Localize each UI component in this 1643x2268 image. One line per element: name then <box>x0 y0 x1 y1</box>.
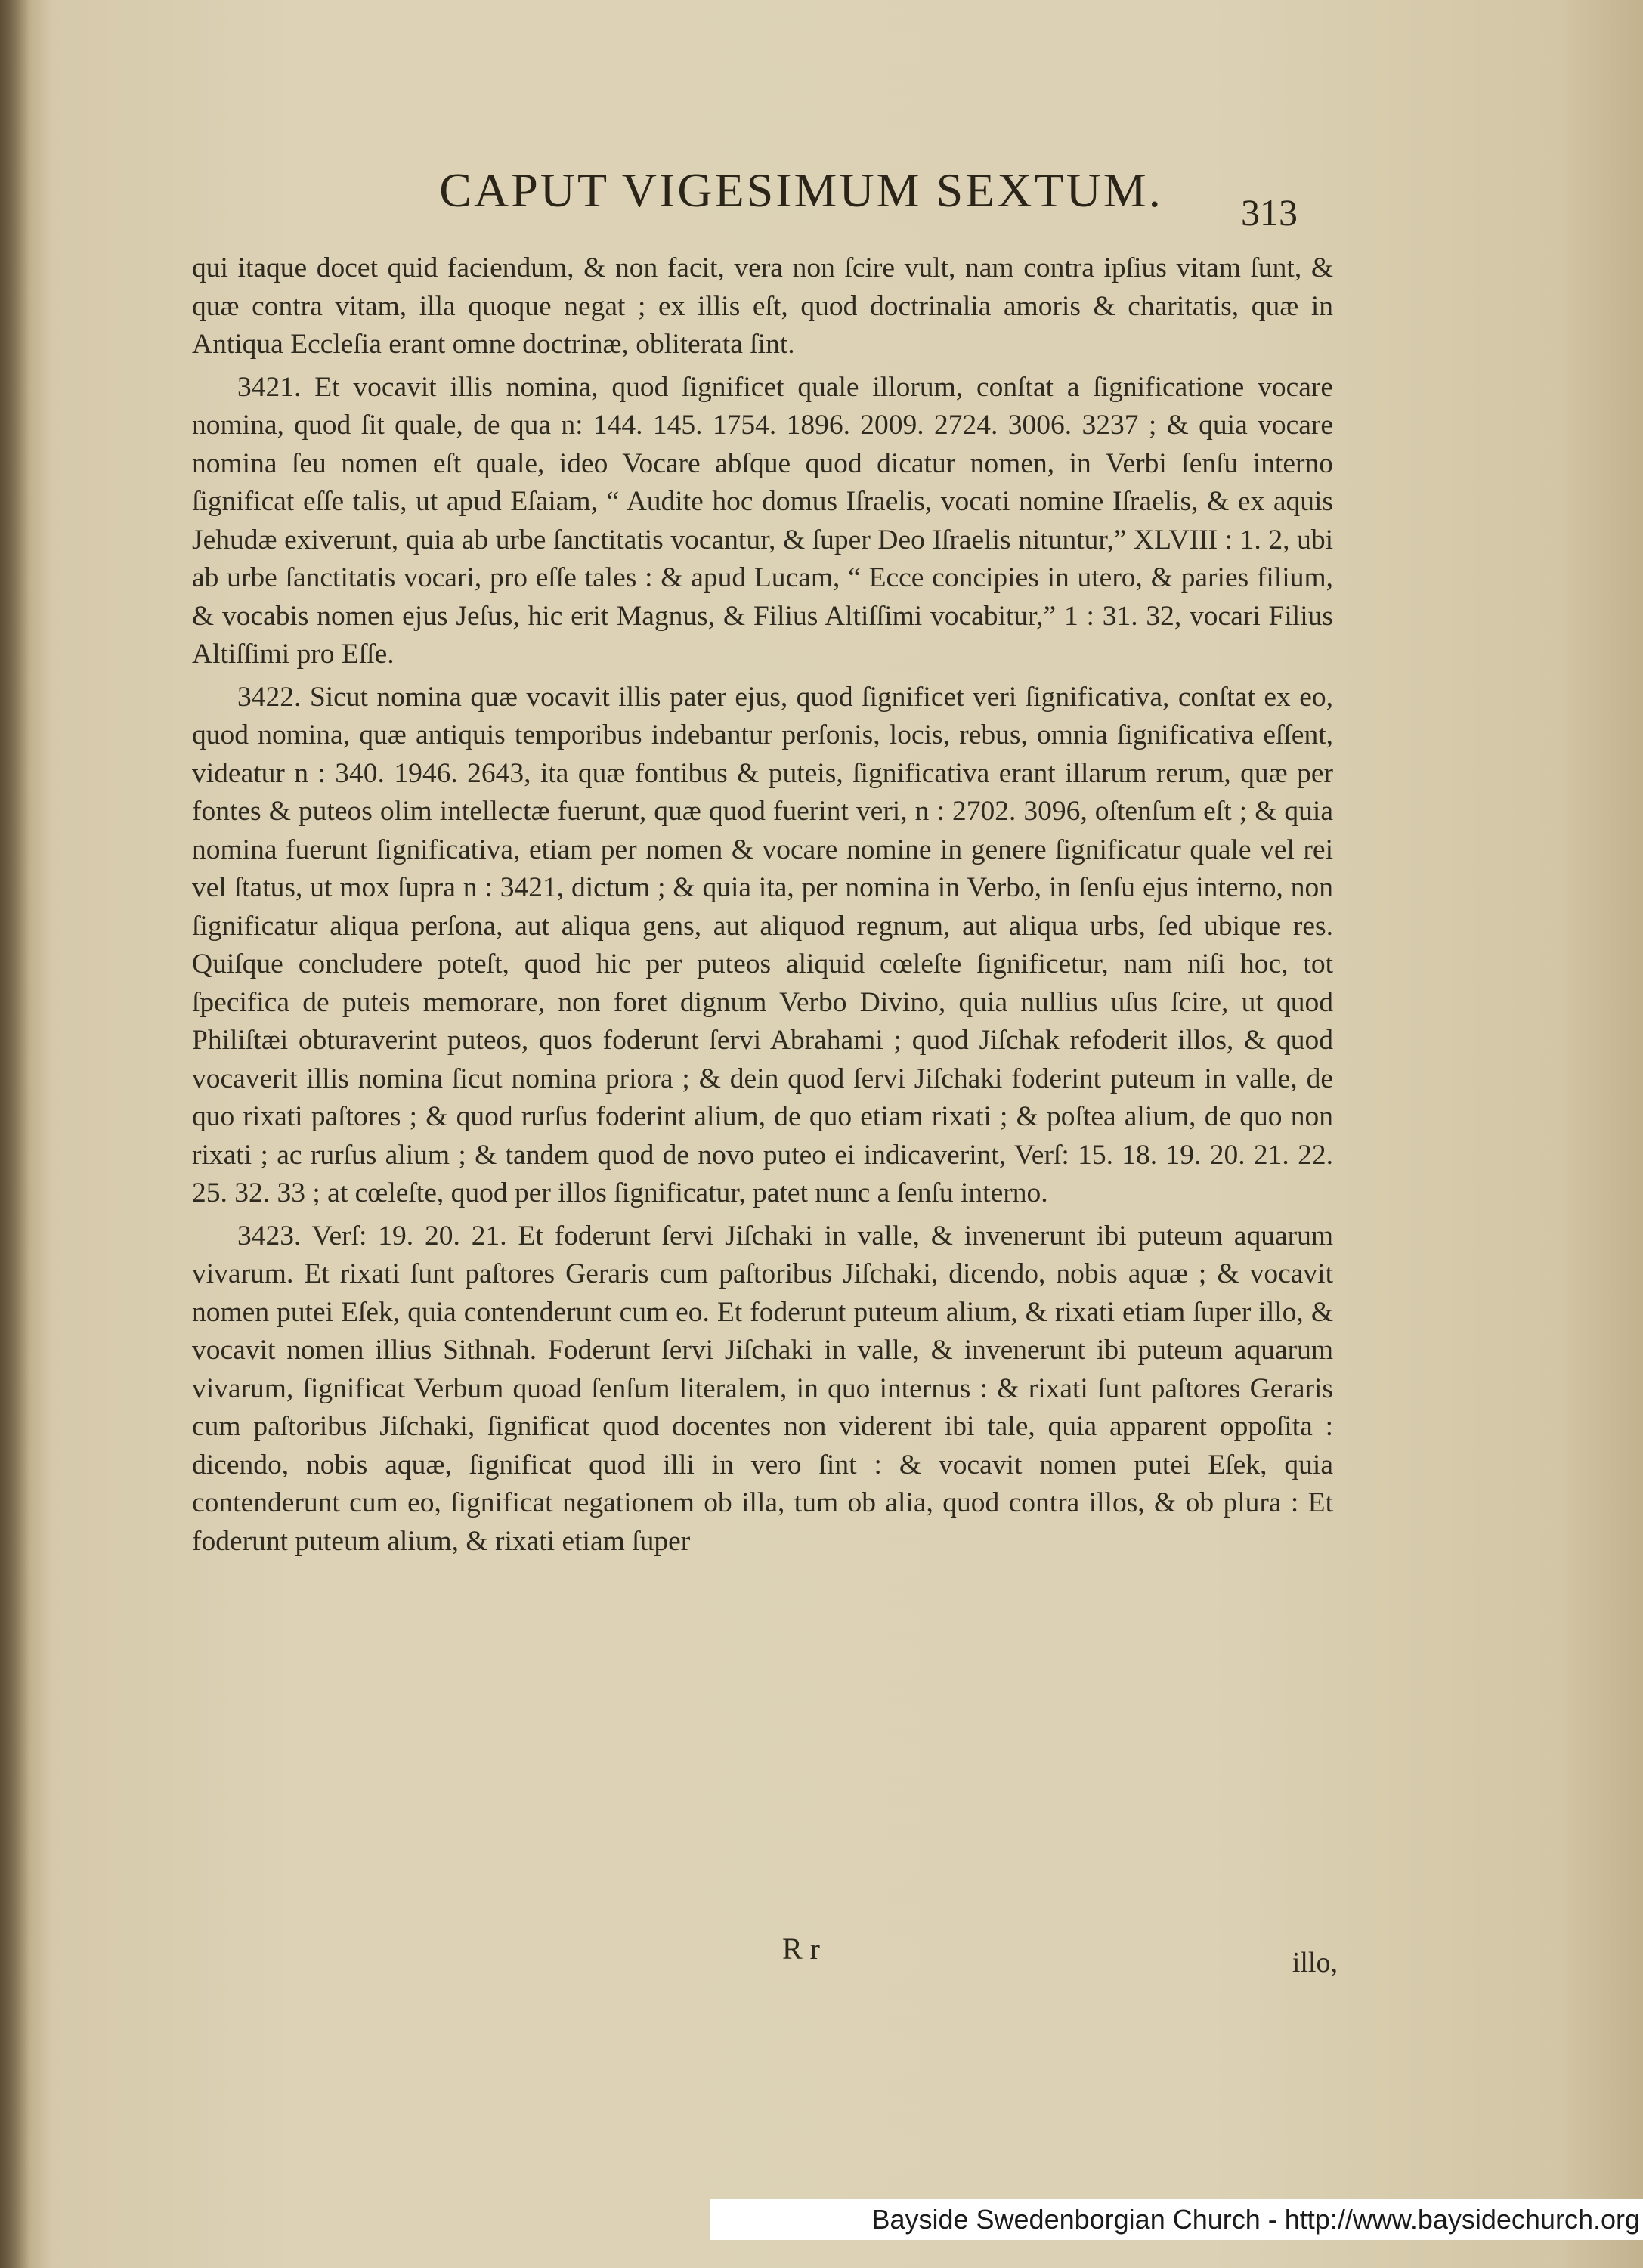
running-head: CAPUT VIGESIMUM SEXTUM. <box>439 163 1163 217</box>
page-gutter-shadow <box>0 0 30 2268</box>
body-text <box>192 249 1333 1565</box>
paragraph-continuation: qui itaque docet quid faciendum, & non facit, vera non ſcire vult, nam contra ipſius vitam ſunt, & quæ contra vitam, illa quoque negat ; ex illis eſt, quod doctrinalia amoris & charitatis, quæ in Antiqua Eccleſia erant omne doctrinæ, obliterata ſint. <box>192 252 1333 360</box>
paragraph-3423: 3423. Verſ: 19. 20. 21. Et foderunt ſervi Jiſchaki in valle, & invenerunt ibi puteum aquarum vivarum. Et rixati ſunt paſtores Geraris cum paſtoribus Jiſchaki, dicendo, nobis aquæ ; & vocavit nomen putei Eſek, quia contenderunt cum eo. Et foderunt puteum alium, & rixati etiam ſuper illo, & vocavit nomen illius Sithnah. Foderunt ſervi Jiſchaki in valle, & invenerunt ibi puteum aquarum vivarum, ſignificat Verbum quoad ſenſum literalem, in quo internus : & rixati ſunt paſtores Geraris cum paſtoribus Jiſchaki, ſignificat quod docentes non viderent ibi tale, quia apparent oppoſita : dicendo, nobis aquæ, ſignificat quod illi in vero ſint : & vocavit nomen putei Eſek, quia contenderunt cum eo, ſignificat negationem ob illa, tum ob alia, quod contra illos, & ob plura : Et foderunt puteum alium, & rixati etiam ſuper <box>192 1220 1333 1557</box>
paragraph-3422: 3422. Sicut nomina quæ vocavit illis pater ejus, quod ſignificet veri ſignificativa, conſtat ex eo, quod nomina, quæ antiquis temporibus indebantur perſonis, locis, rebus, omnia ſignificativa eſſent, videatur n : 340. 1946. 2643, ita quæ fontibus & puteis, ſignificativa erant illarum rerum, quæ per fontes & puteos olim intellectæ fuerunt, quæ quod fuerint veri, n : 2702. 3096, oſtenſum eſt ; & quia nomina fuerunt ſignificativa, etiam per nomen & vocare nomine in genere ſignificatur quale vel rei vel ſtatus, ut mox ſupra n : 3421, dictum ; & quia ita, per nomina in Verbo, in ſenſu ejus interno, non ſignificatur aliqua perſona, aut aliqua gens, aut aliquod regnum, aut aliqua urbs, ſed ubique res. Quiſque concludere poteſt, quod hic per puteos aliquid cœleſte ſignificetur, nam niſi hoc, tot ſpecifica de puteis memorare, non foret dignum Verbo Divino, quia nullius uſus ſcire, ut quod Philiſtæi obturaverint puteos, quos foderunt ſervi Abrahami ; quod Jiſchak refoderit illos, & quod vocaverit illis nomina ſicut nomina priora ; & dein quod ſervi Jiſchaki foderint puteum in valle, de quo rixati paſtores ; & quod rurſus foderint alium, de quo etiam rixati ; & poſtea alium, de quo non rixati ; ac rurſus alium ; & tandem quod de novo puteo ei indicaverint, Verſ: 15. 18. 19. 20. 21. 22. 25. 32. 33 ; at cœleſte, quod per illos ſignificatur, patet nunc a ſenſu interno. <box>192 681 1333 1208</box>
page-number: 313 <box>1241 191 1298 234</box>
catchword: illo, <box>1292 1947 1338 1979</box>
signature-mark: R r <box>782 1932 820 1966</box>
paragraph-3421: 3421. Et vocavit illis nomina, quod ſignificet quale illorum, conſtat a ſignificatione vocare nomina, quod ſit quale, de qua n: 144. 145. 1754. 1896. 2009. 2724. 3006. 3237 ; & quia vocare nomina ſeu nomen eſt quale, ideo Vocare abſque quod dicatur nomen, in Verbi ſenſu interno ſignificat eſſe talis, ut apud Eſaiam, “ Audite hoc domus Iſraelis, vocati nomine Iſraelis, & ex aquis Jehudæ exiverunt, quia ab urbe ſanctitatis vocantur, & ſuper Deo Iſraelis nituntur,” XLVIII : 1. 2, ubi ab urbe ſanctitatis vocari, pro eſſe tales : & apud Lucam, “ Ecce concipies in utero, & paries filium, & vocabis nomen ejus Jeſus, hic erit Magnus, & Filius Altiſſimi vocabitur,” 1 : 31. 32, vocari Filius Altiſſimi pro Eſſe. <box>192 371 1333 670</box>
watermark-caption: Bayside Swedenborgian Church - http://www.baysidechurch.org <box>710 2199 1643 2240</box>
